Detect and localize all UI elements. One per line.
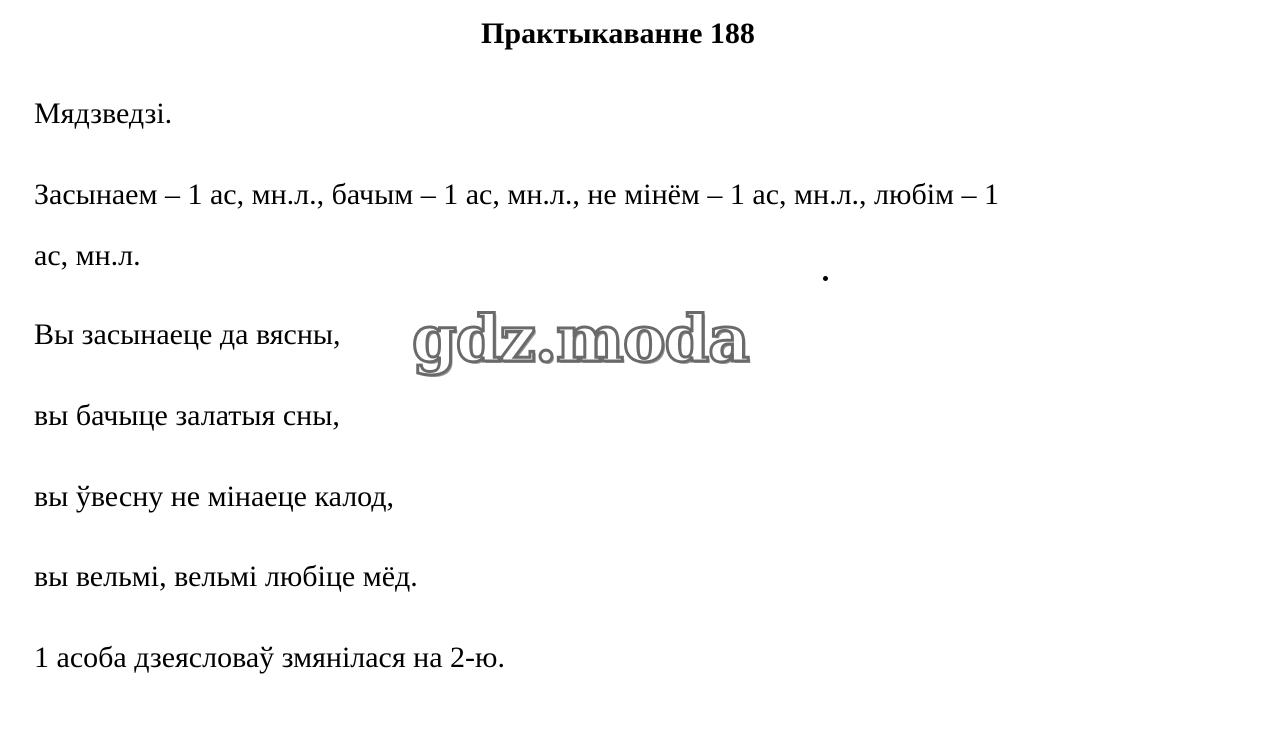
stray-dot [823, 276, 828, 281]
text-line: ас, мн.л. [34, 239, 141, 272]
text-line: вы бачыце залатыя сны, [34, 399, 340, 432]
text-line: 1 асоба дзеясловаў змянілася на 2-ю. [34, 641, 505, 674]
text-line: вы ўвесну не мінаеце калод, [34, 480, 395, 513]
text-line: вы вельмі, вельмі любіце мёд. [34, 560, 418, 593]
page-title: Практыкаванне 188 [481, 17, 755, 50]
text-line: Мядзведзі. [34, 97, 173, 130]
text-line: Засынаем – 1 ас, мн.л., бачым – 1 ас, мн.л., не мінём – 1 ас, мн.л., любім – 1 [34, 178, 1000, 211]
watermark-logo: gdz.moda [412, 302, 749, 377]
text-line: Вы засынаеце да вясны, [34, 318, 341, 351]
